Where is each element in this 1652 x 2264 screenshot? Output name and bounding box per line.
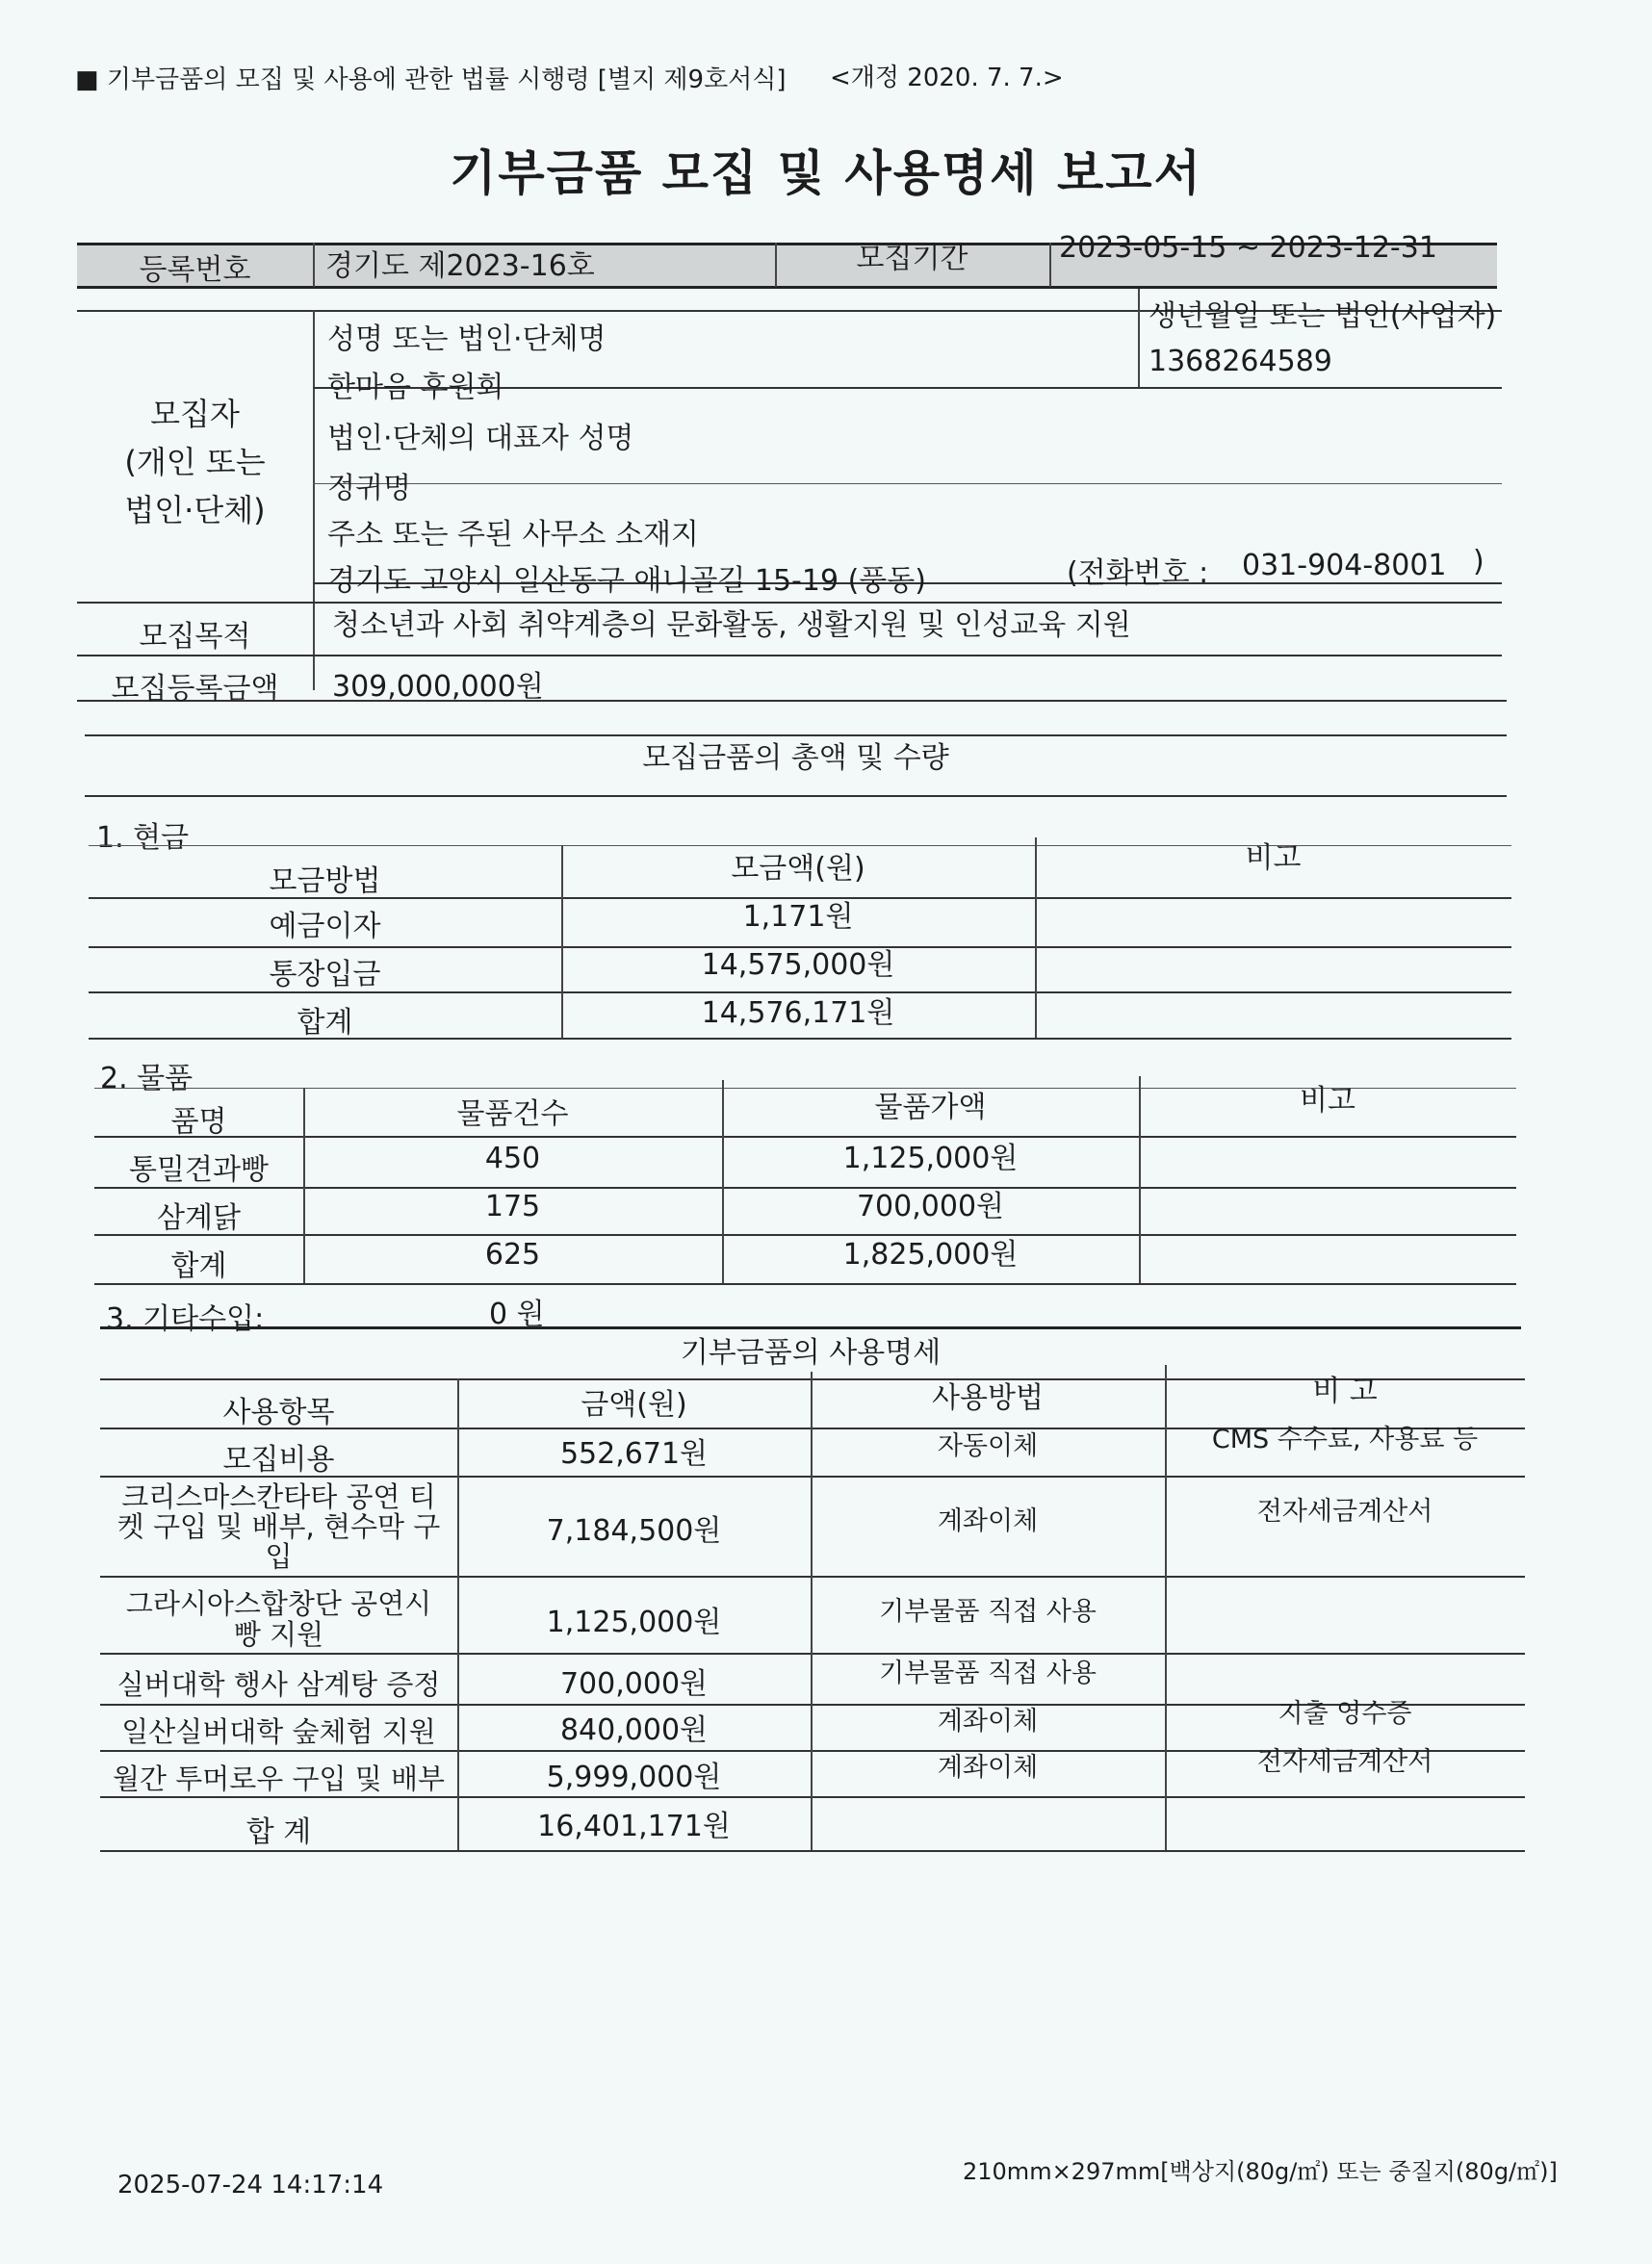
purpose-label: 모집목적 (139, 620, 251, 654)
usage-row-amount: 700,000원 (559, 1667, 709, 1701)
cash-title: 1. 현금 (96, 821, 190, 855)
usage-row-amount: 1,125,000원 (546, 1606, 722, 1639)
usage-row-amount: 840,000원 (559, 1713, 709, 1747)
usage-row-item: 월간 투머로우 구입 및 배부 (112, 1762, 446, 1795)
purpose-value: 청소년과 사회 취약계층의 문화활동, 생활지원 및 인성교육 지원 (332, 608, 1131, 642)
recruiter-label: 모집자 (개인 또는 법인·단체) (124, 396, 266, 528)
cash-total-amount: 14,576,171원 (701, 996, 895, 1030)
usage-row-amount: 552,671원 (559, 1437, 709, 1471)
representative-label: 법인·단체의 대표자 성명 (327, 422, 634, 455)
goods-header-value: 물품가액 (874, 1091, 987, 1124)
representative-value: 정귀명 (327, 472, 411, 505)
usage-row-note: 전자세금계산서 (1256, 1497, 1433, 1527)
usage-row-method: 자동이체 (937, 1431, 1039, 1461)
usage-row-item: 일산실버대학 숲체험 지원 (121, 1715, 436, 1748)
period-label: 모집기간 (856, 242, 968, 275)
cash-header-amount: 모금액(원) (731, 852, 865, 886)
usage-row-method: 계좌이체 (937, 1707, 1039, 1737)
usage-header-amount: 금액(원) (581, 1388, 687, 1422)
usage-row-method: 기부물품 직접 사용 (879, 1597, 1097, 1627)
revision-date: <개정 2020. 7. 7.> (830, 64, 1064, 92)
usage-row-item: 그라시아스합창단 공연시 빵 지원 (125, 1587, 432, 1651)
usage-header-method: 사용방법 (932, 1381, 1044, 1415)
address-value: 경기도 고양시 일산동구 애니골길 15-19 (풍동) (327, 564, 926, 598)
cash-row-amount: 1,171원 (742, 900, 854, 934)
goods-row-value: 1,125,000원 (842, 1142, 1019, 1175)
goods-row-count: 175 (484, 1190, 541, 1223)
goods-total-label: 합계 (170, 1249, 227, 1283)
cash-row-method: 예금이자 (269, 910, 381, 943)
page-title: 기부금품 모집 및 사용명세 보고서 (450, 145, 1202, 201)
goods-row-value: 700,000원 (856, 1190, 1005, 1223)
other-income-title: 3. 기타수입: (106, 1302, 265, 1336)
goods-total-count: 625 (484, 1238, 541, 1272)
cash-row-amount: 14,575,000원 (701, 948, 895, 982)
usage-row-note: 전자세금계산서 (1256, 1747, 1433, 1777)
cash-header-method: 모금방법 (269, 864, 381, 898)
other-income-value: 0 원 (489, 1298, 545, 1331)
usage-total-label: 합 계 (245, 1815, 312, 1849)
goods-header-note: 비고 (1300, 1084, 1355, 1118)
usage-header-item: 사용항목 (222, 1396, 335, 1429)
registration-no-label: 등록번호 (139, 253, 251, 287)
period-value: 2023-05-15 ~ 2023-12-31 (1059, 231, 1437, 265)
goods-row-item: 삼계닭 (157, 1201, 241, 1235)
cash-total-label: 합계 (297, 1006, 353, 1040)
print-timestamp: 2025-07-24 14:17:14 (117, 2171, 384, 2200)
goods-header-item: 품명 (170, 1105, 227, 1139)
goods-title: 2. 물품 (100, 1062, 194, 1095)
goods-row-count: 450 (484, 1142, 541, 1175)
phone-value: 031-904-8001 (1242, 549, 1447, 582)
birth-label: 생년월일 또는 법인(사업자) (1149, 299, 1497, 333)
form-note: ■ 기부금품의 모집 및 사용에 관한 법률 시행령 [별지 제9호서식] (75, 65, 787, 94)
name-label: 성명 또는 법인·단체명 (327, 322, 607, 356)
usage-title: 기부금품의 사용명세 (680, 1336, 942, 1370)
usage-header-note: 비 고 (1312, 1375, 1378, 1408)
usage-row-amount: 7,184,500원 (546, 1514, 722, 1548)
usage-row-method: 계좌이체 (937, 1753, 1039, 1783)
totals-title: 모집금품의 총액 및 수량 (642, 741, 949, 775)
usage-row-note: CMS 수수료, 사용료 등 (1211, 1425, 1479, 1454)
usage-row-item: 실버대학 행사 삼계탕 증정 (116, 1668, 441, 1701)
usage-row-amount: 5,999,000원 (546, 1761, 722, 1794)
reg-amount-value: 309,000,000원 (332, 670, 544, 704)
goods-total-value: 1,825,000원 (842, 1238, 1019, 1272)
usage-row-item: 크리스마스칸타타 공연 티 켓 구입 및 배부, 현수막 구 입 (116, 1480, 441, 1573)
usage-row-method: 계좌이체 (937, 1506, 1039, 1536)
usage-row-note: 지출 영수증 (1278, 1699, 1412, 1729)
cash-header-note: 비고 (1245, 841, 1302, 875)
paper-spec: 210mm×297mm[백상지(80g/㎡) 또는 중질지(80g/㎡)] (963, 2158, 1558, 2185)
goods-header-count: 물품건수 (456, 1097, 569, 1131)
phone-close: ) (1473, 545, 1484, 579)
name-value: 한마음 후원회 (327, 371, 504, 404)
usage-row-method: 기부물품 직접 사용 (879, 1659, 1097, 1688)
usage-total-amount: 16,401,171원 (537, 1810, 731, 1843)
birth-value: 1368264589 (1149, 345, 1332, 378)
reg-amount-label: 모집등록금액 (111, 672, 279, 706)
goods-row-item: 통밀견과빵 (129, 1153, 269, 1187)
phone-label: (전화번호 : (1067, 556, 1209, 590)
registration-no-value: 경기도 제2023-16호 (325, 249, 595, 283)
usage-row-item: 모집비용 (222, 1443, 335, 1477)
address-label: 주소 또는 주된 사무소 소재지 (327, 518, 699, 552)
cash-row-method: 통장입금 (269, 958, 381, 991)
